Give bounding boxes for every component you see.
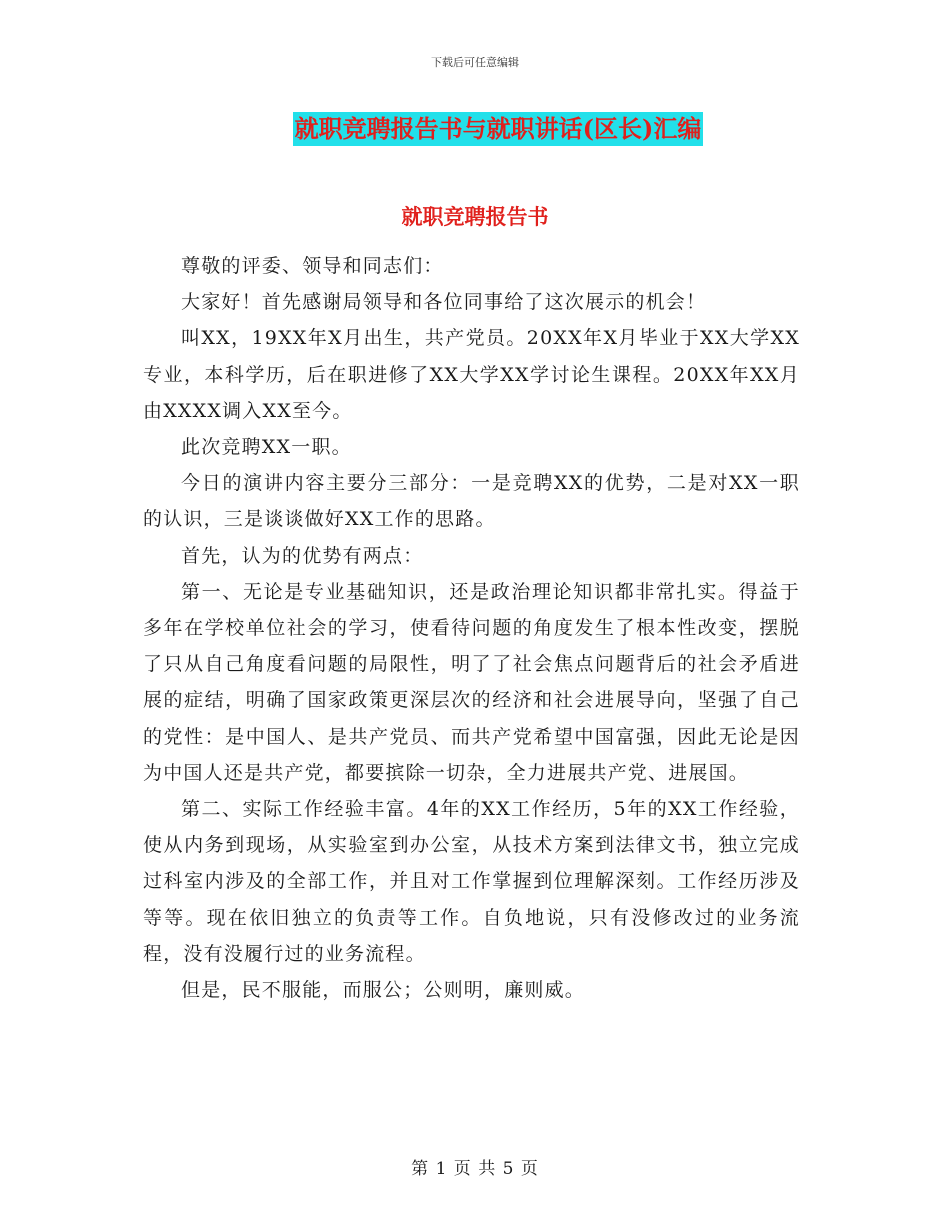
page-footer: 第 1 页 共 5 页 (411, 1159, 539, 1179)
paragraph: 此次竞聘XX一职。 (181, 436, 352, 459)
section-title: 就职竞聘报告书 (401, 204, 549, 229)
document-body (143, 248, 800, 1008)
paragraph: 但是，民不服能，而服公；公则明，廉则威。 (181, 979, 586, 1002)
document-title-container (0, 112, 950, 146)
paragraph: 第二、实际工作经验丰富。4年的XX工作经历，5年的XX工作经验，使从内务到现场，从实验室到办公室，从技术方案到法律文书，独立完成过科室内涉及的全部工作，并且对工作掌握到位理解深刻。工作经历涉及等等。现在依旧独立的负责等工作。自负地说，只有没修改过的业务流程，没有没履行过的业务流程。 (143, 798, 800, 965)
paragraph: 大家好！首先感谢局领导和各位同事给了这次展示的机会！ (181, 291, 707, 314)
paragraph: 叫XX，19XX年X月出生，共产党员。20XX年X月毕业于XX大学XX专业，本科学历，后在职进修了XX大学XX学讨论生课程。20XX年XX月由XXXX调入XX至今。 (143, 327, 800, 422)
header-note: 下载后可任意编辑 (431, 56, 519, 69)
paragraph: 第一、无论是专业基础知识，还是政治理论知识都非常扎实。得益于多年在学校单位社会的学习，使看待问题的角度发生了根本性改变，摆脱了只从自己角度看问题的局限性，明了了社会焦点问题背后的社会矛盾进展的症结，明确了国家政策更深层次的经济和社会进展导向，坚强了自己的党性：是中国人、是共产党员、而共产党希望中国富强，因此无论是因为中国人还是共产党，都要摈除一切杂，全力进展共产党、进展国。 (143, 580, 800, 784)
paragraph: 尊敬的评委、领导和同志们： (181, 255, 444, 277)
document-title: 就职竞聘报告书与就职讲话(区长)汇编 (293, 112, 704, 146)
paragraph: 首先，认为的优势有两点： (181, 544, 424, 567)
paragraph: 今日的演讲内容主要分三部分：一是竞聘XX的优势，二是对XX一职的认识，三是谈谈做好XX工作的思路。 (143, 472, 800, 531)
